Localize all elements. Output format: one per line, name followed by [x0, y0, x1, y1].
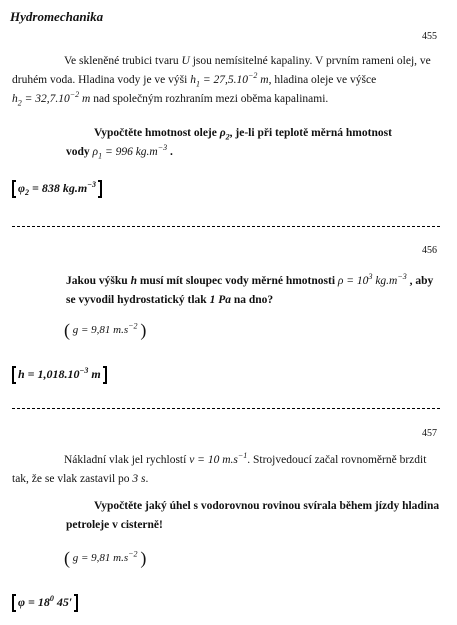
- given-456: ( g = 9,81 $m.s^{-2}$ ): [64, 320, 147, 340]
- problem-number-455: 455: [422, 31, 437, 42]
- problem-455-task: Vypočtěte hmotnost oleje $\rho_2$, je-li při teplotě měrná hmotnost vody $\rho_1 = 996$ $kg.m^{-3}$ .: [66, 127, 392, 161]
- page-header: Hydromechanika: [10, 9, 104, 24]
- problem-456-task: Jakou výšku h musí mít sloupec vody měrné hmotnosti $\rho = 10^3$ $kg.m^{-3}$ , aby se vyvodil hydrostatický tlak 1 Pa na dno?: [66, 272, 434, 306]
- answer-457: $\varphi = 18^0$ 45′: [12, 594, 78, 612]
- answer-456: $h = 1,018.10^{-3}$ m: [12, 366, 107, 384]
- problem-number-457: 457: [422, 428, 437, 439]
- problem-457-text: Nákladní vlak jel rychlostí v = 10 $m.s^{-1}$. Strojvedoucí začal rovnoměrně brzdit tak, že se vlak zastavil po 3 s.: [12, 451, 427, 485]
- separator-line: [12, 408, 440, 409]
- given-457: ( g = 9,81 $m.s^{-2}$ ): [64, 548, 147, 568]
- answer-455: $\varphi_2 = 838$ $kg.m^{-3}$: [12, 180, 102, 198]
- problem-457-task: Vypočtěte jaký úhel s vodorovnou rovinou svírala během jízdy hladina petroleje v cisterně!: [66, 500, 440, 531]
- separator-line: [12, 226, 440, 227]
- problem-455-text: Ve skleněné trubici tvaru U jsou nemísitelné kapaliny. V prvním rameni olej, ve druhém voda. Hladina vody je ve výši $h_1 = 27,5.10^{-2}$ m, hladina oleje ve výšce $h_2 = 32,7.10^{-2}$ m nad společným rozhraním mezi oběma kapalinami.: [12, 55, 431, 108]
- problem-number-456: 456: [422, 245, 437, 256]
